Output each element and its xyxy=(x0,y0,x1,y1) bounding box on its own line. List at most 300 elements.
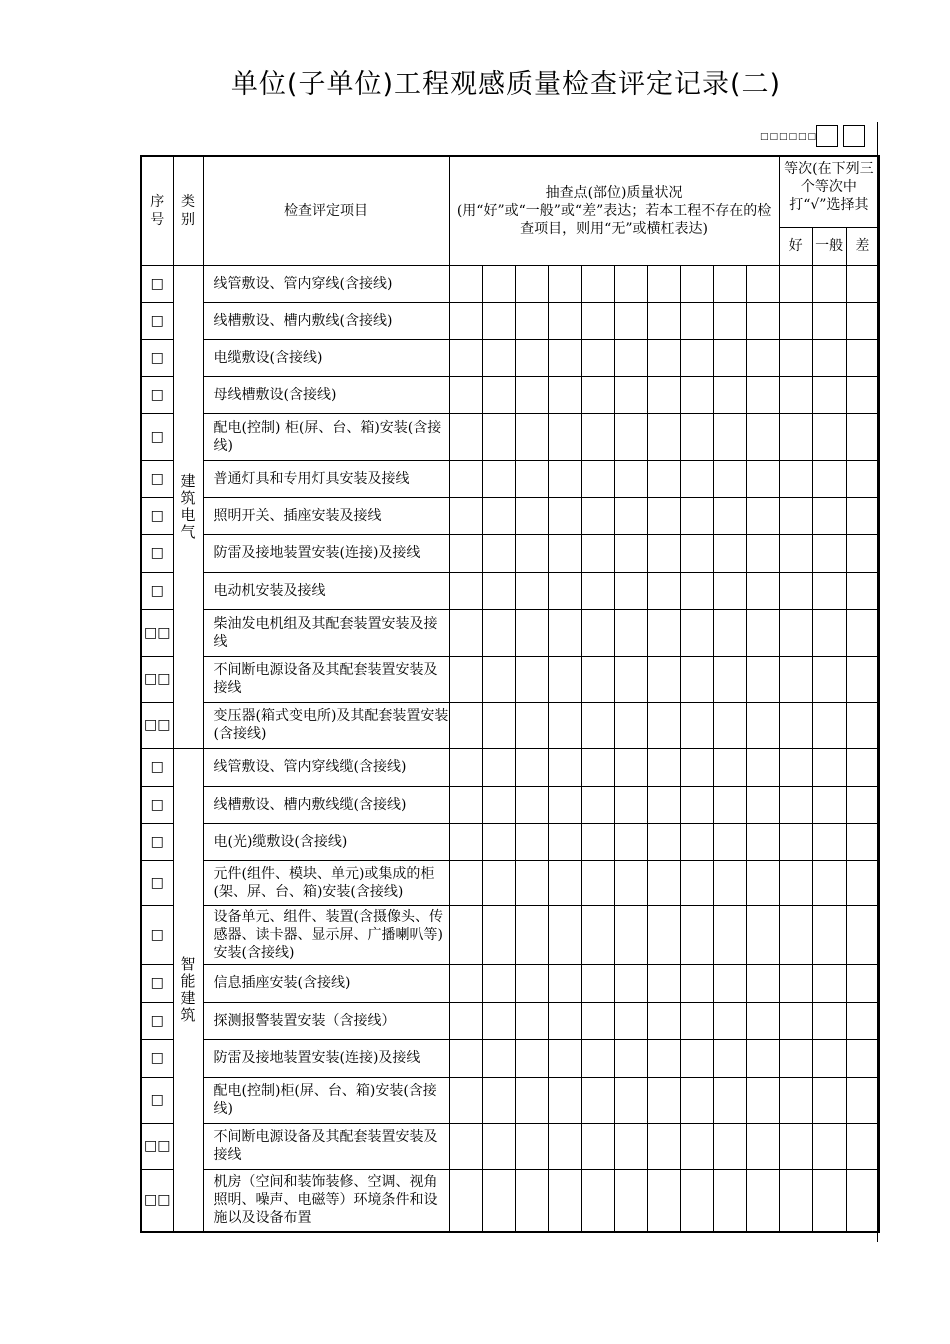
check-point-cell[interactable] xyxy=(614,265,647,302)
check-point-cell[interactable] xyxy=(647,860,680,905)
grade-normal-cell[interactable] xyxy=(812,656,846,702)
check-point-cell[interactable] xyxy=(482,302,515,339)
check-point-cell[interactable] xyxy=(482,1123,515,1169)
check-point-cell[interactable] xyxy=(713,413,746,460)
check-point-cell[interactable] xyxy=(515,609,548,656)
check-point-cell[interactable] xyxy=(482,823,515,860)
check-point-cell[interactable] xyxy=(713,460,746,497)
grade-bad-cell[interactable] xyxy=(846,905,879,964)
grade-good-cell[interactable] xyxy=(779,860,812,905)
check-point-cell[interactable] xyxy=(746,656,779,702)
check-point-cell[interactable] xyxy=(482,860,515,905)
check-point-cell[interactable] xyxy=(713,534,746,572)
check-point-cell[interactable] xyxy=(482,1002,515,1039)
grade-bad-cell[interactable] xyxy=(846,376,879,413)
check-point-cell[interactable] xyxy=(482,572,515,609)
check-point-cell[interactable] xyxy=(647,413,680,460)
check-point-cell[interactable] xyxy=(614,823,647,860)
check-point-cell[interactable] xyxy=(515,1123,548,1169)
check-point-cell[interactable] xyxy=(680,702,713,748)
check-point-cell[interactable] xyxy=(548,1169,581,1232)
grade-good-cell[interactable] xyxy=(779,497,812,534)
check-point-cell[interactable] xyxy=(581,339,614,376)
grade-good-cell[interactable] xyxy=(779,609,812,656)
check-point-cell[interactable] xyxy=(713,1039,746,1077)
check-point-cell[interactable] xyxy=(515,413,548,460)
check-point-cell[interactable] xyxy=(515,905,548,964)
grade-normal-cell[interactable] xyxy=(812,534,846,572)
check-point-cell[interactable] xyxy=(746,905,779,964)
grade-bad-cell[interactable] xyxy=(846,572,879,609)
check-point-cell[interactable] xyxy=(680,964,713,1002)
check-point-cell[interactable] xyxy=(548,786,581,823)
check-point-cell[interactable] xyxy=(614,460,647,497)
check-point-cell[interactable] xyxy=(614,1123,647,1169)
check-point-cell[interactable] xyxy=(614,786,647,823)
check-point-cell[interactable] xyxy=(548,460,581,497)
check-point-cell[interactable] xyxy=(614,860,647,905)
check-point-cell[interactable] xyxy=(680,656,713,702)
check-point-cell[interactable] xyxy=(647,1169,680,1232)
check-point-cell[interactable] xyxy=(713,656,746,702)
check-point-cell[interactable] xyxy=(713,265,746,302)
grade-normal-cell[interactable] xyxy=(812,609,846,656)
check-point-cell[interactable] xyxy=(482,609,515,656)
check-point-cell[interactable] xyxy=(614,1077,647,1123)
check-point-cell[interactable] xyxy=(647,786,680,823)
check-point-cell[interactable] xyxy=(515,964,548,1002)
check-point-cell[interactable] xyxy=(581,376,614,413)
grade-good-cell[interactable] xyxy=(779,964,812,1002)
check-point-cell[interactable] xyxy=(581,823,614,860)
grade-good-cell[interactable] xyxy=(779,1002,812,1039)
grade-bad-cell[interactable] xyxy=(846,1169,879,1232)
check-point-cell[interactable] xyxy=(449,823,482,860)
check-point-cell[interactable] xyxy=(581,748,614,786)
grade-bad-cell[interactable] xyxy=(846,460,879,497)
check-point-cell[interactable] xyxy=(713,823,746,860)
grade-good-cell[interactable] xyxy=(779,376,812,413)
check-point-cell[interactable] xyxy=(746,964,779,1002)
check-point-cell[interactable] xyxy=(482,534,515,572)
check-point-cell[interactable] xyxy=(713,1169,746,1232)
check-point-cell[interactable] xyxy=(680,265,713,302)
check-point-cell[interactable] xyxy=(680,609,713,656)
grade-normal-cell[interactable] xyxy=(812,339,846,376)
grade-good-cell[interactable] xyxy=(779,748,812,786)
check-point-cell[interactable] xyxy=(482,497,515,534)
grade-normal-cell[interactable] xyxy=(812,1123,846,1169)
check-point-cell[interactable] xyxy=(713,572,746,609)
check-point-cell[interactable] xyxy=(515,497,548,534)
check-point-cell[interactable] xyxy=(713,1077,746,1123)
check-point-cell[interactable] xyxy=(614,1169,647,1232)
check-point-cell[interactable] xyxy=(680,376,713,413)
check-point-cell[interactable] xyxy=(647,460,680,497)
check-point-cell[interactable] xyxy=(680,339,713,376)
check-point-cell[interactable] xyxy=(449,497,482,534)
grade-normal-cell[interactable] xyxy=(812,376,846,413)
grade-normal-cell[interactable] xyxy=(812,1039,846,1077)
check-point-cell[interactable] xyxy=(581,265,614,302)
check-point-cell[interactable] xyxy=(680,1169,713,1232)
check-point-cell[interactable] xyxy=(581,1169,614,1232)
check-point-cell[interactable] xyxy=(515,534,548,572)
check-point-cell[interactable] xyxy=(515,460,548,497)
check-point-cell[interactable] xyxy=(515,823,548,860)
grade-bad-cell[interactable] xyxy=(846,609,879,656)
check-point-cell[interactable] xyxy=(680,302,713,339)
check-point-cell[interactable] xyxy=(614,656,647,702)
check-point-cell[interactable] xyxy=(647,609,680,656)
grade-normal-cell[interactable] xyxy=(812,572,846,609)
check-point-cell[interactable] xyxy=(680,413,713,460)
check-point-cell[interactable] xyxy=(515,860,548,905)
check-point-cell[interactable] xyxy=(482,656,515,702)
check-point-cell[interactable] xyxy=(713,302,746,339)
grade-bad-cell[interactable] xyxy=(846,702,879,748)
check-point-cell[interactable] xyxy=(482,1169,515,1232)
check-point-cell[interactable] xyxy=(482,748,515,786)
check-point-cell[interactable] xyxy=(647,1002,680,1039)
check-point-cell[interactable] xyxy=(548,413,581,460)
check-point-cell[interactable] xyxy=(449,534,482,572)
check-point-cell[interactable] xyxy=(713,964,746,1002)
check-point-cell[interactable] xyxy=(548,1002,581,1039)
check-point-cell[interactable] xyxy=(482,376,515,413)
check-point-cell[interactable] xyxy=(548,302,581,339)
check-point-cell[interactable] xyxy=(614,1039,647,1077)
check-point-cell[interactable] xyxy=(449,460,482,497)
grade-bad-cell[interactable] xyxy=(846,534,879,572)
grade-bad-cell[interactable] xyxy=(846,1002,879,1039)
grade-normal-cell[interactable] xyxy=(812,1077,846,1123)
check-point-cell[interactable] xyxy=(515,572,548,609)
check-point-cell[interactable] xyxy=(449,905,482,964)
check-point-cell[interactable] xyxy=(680,534,713,572)
grade-bad-cell[interactable] xyxy=(846,413,879,460)
check-point-cell[interactable] xyxy=(746,702,779,748)
grade-good-cell[interactable] xyxy=(779,572,812,609)
check-point-cell[interactable] xyxy=(746,339,779,376)
check-point-cell[interactable] xyxy=(713,609,746,656)
grade-normal-cell[interactable] xyxy=(812,702,846,748)
check-point-cell[interactable] xyxy=(746,376,779,413)
check-point-cell[interactable] xyxy=(746,609,779,656)
check-point-cell[interactable] xyxy=(515,786,548,823)
grade-normal-cell[interactable] xyxy=(812,823,846,860)
grade-good-cell[interactable] xyxy=(779,302,812,339)
check-point-cell[interactable] xyxy=(713,702,746,748)
check-point-cell[interactable] xyxy=(647,823,680,860)
check-point-cell[interactable] xyxy=(581,534,614,572)
grade-normal-cell[interactable] xyxy=(812,413,846,460)
grade-bad-cell[interactable] xyxy=(846,656,879,702)
check-point-cell[interactable] xyxy=(647,702,680,748)
check-point-cell[interactable] xyxy=(647,748,680,786)
check-point-cell[interactable] xyxy=(713,748,746,786)
check-point-cell[interactable] xyxy=(713,1002,746,1039)
grade-normal-cell[interactable] xyxy=(812,460,846,497)
check-point-cell[interactable] xyxy=(746,497,779,534)
grade-normal-cell[interactable] xyxy=(812,964,846,1002)
grade-good-cell[interactable] xyxy=(779,413,812,460)
grade-bad-cell[interactable] xyxy=(846,860,879,905)
grade-bad-cell[interactable] xyxy=(846,1077,879,1123)
check-point-cell[interactable] xyxy=(746,534,779,572)
check-point-cell[interactable] xyxy=(515,1169,548,1232)
check-point-cell[interactable] xyxy=(548,497,581,534)
check-point-cell[interactable] xyxy=(680,860,713,905)
grade-bad-cell[interactable] xyxy=(846,823,879,860)
check-point-cell[interactable] xyxy=(482,905,515,964)
grade-good-cell[interactable] xyxy=(779,656,812,702)
check-point-cell[interactable] xyxy=(548,860,581,905)
grade-normal-cell[interactable] xyxy=(812,265,846,302)
check-point-cell[interactable] xyxy=(614,376,647,413)
check-point-cell[interactable] xyxy=(713,905,746,964)
check-point-cell[interactable] xyxy=(449,1039,482,1077)
check-point-cell[interactable] xyxy=(482,1077,515,1123)
grade-normal-cell[interactable] xyxy=(812,786,846,823)
check-point-cell[interactable] xyxy=(746,823,779,860)
grade-good-cell[interactable] xyxy=(779,534,812,572)
grade-good-cell[interactable] xyxy=(779,339,812,376)
grade-good-cell[interactable] xyxy=(779,265,812,302)
check-point-cell[interactable] xyxy=(581,702,614,748)
check-point-cell[interactable] xyxy=(614,964,647,1002)
check-point-cell[interactable] xyxy=(548,265,581,302)
check-point-cell[interactable] xyxy=(746,1123,779,1169)
check-point-cell[interactable] xyxy=(614,302,647,339)
check-point-cell[interactable] xyxy=(449,376,482,413)
check-point-cell[interactable] xyxy=(746,302,779,339)
check-point-cell[interactable] xyxy=(581,1039,614,1077)
check-point-cell[interactable] xyxy=(680,1002,713,1039)
check-point-cell[interactable] xyxy=(647,1123,680,1169)
grade-bad-cell[interactable] xyxy=(846,964,879,1002)
check-point-cell[interactable] xyxy=(614,572,647,609)
grade-bad-cell[interactable] xyxy=(846,339,879,376)
check-point-cell[interactable] xyxy=(515,339,548,376)
check-point-cell[interactable] xyxy=(482,413,515,460)
check-point-cell[interactable] xyxy=(680,572,713,609)
check-point-cell[interactable] xyxy=(614,534,647,572)
check-point-cell[interactable] xyxy=(680,1077,713,1123)
check-point-cell[interactable] xyxy=(581,656,614,702)
grade-good-cell[interactable] xyxy=(779,905,812,964)
check-point-cell[interactable] xyxy=(548,823,581,860)
check-point-cell[interactable] xyxy=(449,572,482,609)
check-point-cell[interactable] xyxy=(614,1002,647,1039)
check-point-cell[interactable] xyxy=(449,786,482,823)
check-point-cell[interactable] xyxy=(713,1123,746,1169)
grade-good-cell[interactable] xyxy=(779,1123,812,1169)
check-point-cell[interactable] xyxy=(713,786,746,823)
check-point-cell[interactable] xyxy=(581,460,614,497)
check-point-cell[interactable] xyxy=(449,339,482,376)
check-point-cell[interactable] xyxy=(548,572,581,609)
check-point-cell[interactable] xyxy=(482,702,515,748)
grade-bad-cell[interactable] xyxy=(846,265,879,302)
grade-bad-cell[interactable] xyxy=(846,302,879,339)
check-point-cell[interactable] xyxy=(581,964,614,1002)
check-point-cell[interactable] xyxy=(746,1169,779,1232)
form-code-box-1[interactable] xyxy=(816,125,838,147)
check-point-cell[interactable] xyxy=(581,572,614,609)
check-point-cell[interactable] xyxy=(548,339,581,376)
check-point-cell[interactable] xyxy=(680,905,713,964)
check-point-cell[interactable] xyxy=(647,302,680,339)
check-point-cell[interactable] xyxy=(449,656,482,702)
grade-good-cell[interactable] xyxy=(779,1039,812,1077)
check-point-cell[interactable] xyxy=(548,905,581,964)
check-point-cell[interactable] xyxy=(449,702,482,748)
grade-bad-cell[interactable] xyxy=(846,1039,879,1077)
grade-bad-cell[interactable] xyxy=(846,1123,879,1169)
check-point-cell[interactable] xyxy=(647,656,680,702)
check-point-cell[interactable] xyxy=(647,265,680,302)
check-point-cell[interactable] xyxy=(581,413,614,460)
check-point-cell[interactable] xyxy=(548,748,581,786)
check-point-cell[interactable] xyxy=(548,376,581,413)
check-point-cell[interactable] xyxy=(482,265,515,302)
check-point-cell[interactable] xyxy=(713,860,746,905)
check-point-cell[interactable] xyxy=(581,860,614,905)
check-point-cell[interactable] xyxy=(746,413,779,460)
check-point-cell[interactable] xyxy=(581,1077,614,1123)
check-point-cell[interactable] xyxy=(614,905,647,964)
check-point-cell[interactable] xyxy=(449,748,482,786)
check-point-cell[interactable] xyxy=(449,609,482,656)
check-point-cell[interactable] xyxy=(548,656,581,702)
check-point-cell[interactable] xyxy=(746,748,779,786)
check-point-cell[interactable] xyxy=(647,376,680,413)
check-point-cell[interactable] xyxy=(614,702,647,748)
check-point-cell[interactable] xyxy=(581,1002,614,1039)
check-point-cell[interactable] xyxy=(614,339,647,376)
grade-good-cell[interactable] xyxy=(779,460,812,497)
grade-good-cell[interactable] xyxy=(779,702,812,748)
check-point-cell[interactable] xyxy=(515,1002,548,1039)
check-point-cell[interactable] xyxy=(449,964,482,1002)
check-point-cell[interactable] xyxy=(614,497,647,534)
check-point-cell[interactable] xyxy=(647,339,680,376)
check-point-cell[interactable] xyxy=(746,1077,779,1123)
check-point-cell[interactable] xyxy=(680,460,713,497)
check-point-cell[interactable] xyxy=(482,339,515,376)
check-point-cell[interactable] xyxy=(647,1077,680,1123)
check-point-cell[interactable] xyxy=(647,572,680,609)
check-point-cell[interactable] xyxy=(449,1123,482,1169)
check-point-cell[interactable] xyxy=(713,497,746,534)
check-point-cell[interactable] xyxy=(647,534,680,572)
check-point-cell[interactable] xyxy=(548,964,581,1002)
check-point-cell[interactable] xyxy=(548,702,581,748)
grade-normal-cell[interactable] xyxy=(812,302,846,339)
grade-normal-cell[interactable] xyxy=(812,748,846,786)
check-point-cell[interactable] xyxy=(581,497,614,534)
grade-normal-cell[interactable] xyxy=(812,497,846,534)
check-point-cell[interactable] xyxy=(515,302,548,339)
grade-good-cell[interactable] xyxy=(779,1077,812,1123)
check-point-cell[interactable] xyxy=(581,905,614,964)
check-point-cell[interactable] xyxy=(515,1039,548,1077)
check-point-cell[interactable] xyxy=(449,265,482,302)
check-point-cell[interactable] xyxy=(548,609,581,656)
check-point-cell[interactable] xyxy=(548,1039,581,1077)
check-point-cell[interactable] xyxy=(449,1077,482,1123)
grade-bad-cell[interactable] xyxy=(846,748,879,786)
grade-normal-cell[interactable] xyxy=(812,860,846,905)
check-point-cell[interactable] xyxy=(515,265,548,302)
check-point-cell[interactable] xyxy=(746,1002,779,1039)
check-point-cell[interactable] xyxy=(515,656,548,702)
check-point-cell[interactable] xyxy=(647,964,680,1002)
grade-normal-cell[interactable] xyxy=(812,905,846,964)
check-point-cell[interactable] xyxy=(449,1169,482,1232)
check-point-cell[interactable] xyxy=(614,609,647,656)
check-point-cell[interactable] xyxy=(548,534,581,572)
check-point-cell[interactable] xyxy=(647,497,680,534)
check-point-cell[interactable] xyxy=(515,1077,548,1123)
check-point-cell[interactable] xyxy=(713,376,746,413)
check-point-cell[interactable] xyxy=(581,302,614,339)
check-point-cell[interactable] xyxy=(515,702,548,748)
check-point-cell[interactable] xyxy=(482,964,515,1002)
check-point-cell[interactable] xyxy=(581,1123,614,1169)
check-point-cell[interactable] xyxy=(746,572,779,609)
check-point-cell[interactable] xyxy=(449,413,482,460)
check-point-cell[interactable] xyxy=(482,460,515,497)
check-point-cell[interactable] xyxy=(680,748,713,786)
check-point-cell[interactable] xyxy=(680,1123,713,1169)
check-point-cell[interactable] xyxy=(548,1077,581,1123)
check-point-cell[interactable] xyxy=(746,1039,779,1077)
check-point-cell[interactable] xyxy=(746,460,779,497)
check-point-cell[interactable] xyxy=(581,786,614,823)
check-point-cell[interactable] xyxy=(482,786,515,823)
grade-normal-cell[interactable] xyxy=(812,1169,846,1232)
check-point-cell[interactable] xyxy=(449,860,482,905)
grade-good-cell[interactable] xyxy=(779,823,812,860)
check-point-cell[interactable] xyxy=(713,339,746,376)
grade-good-cell[interactable] xyxy=(779,786,812,823)
check-point-cell[interactable] xyxy=(614,748,647,786)
grade-normal-cell[interactable] xyxy=(812,1002,846,1039)
check-point-cell[interactable] xyxy=(647,1039,680,1077)
check-point-cell[interactable] xyxy=(614,413,647,460)
check-point-cell[interactable] xyxy=(680,1039,713,1077)
grade-bad-cell[interactable] xyxy=(846,786,879,823)
check-point-cell[interactable] xyxy=(680,497,713,534)
check-point-cell[interactable] xyxy=(449,1002,482,1039)
check-point-cell[interactable] xyxy=(449,302,482,339)
check-point-cell[interactable] xyxy=(680,823,713,860)
check-point-cell[interactable] xyxy=(746,786,779,823)
check-point-cell[interactable] xyxy=(746,265,779,302)
grade-good-cell[interactable] xyxy=(779,1169,812,1232)
check-point-cell[interactable] xyxy=(746,860,779,905)
check-point-cell[interactable] xyxy=(680,786,713,823)
check-point-cell[interactable] xyxy=(515,748,548,786)
check-point-cell[interactable] xyxy=(647,905,680,964)
check-point-cell[interactable] xyxy=(581,609,614,656)
check-point-cell[interactable] xyxy=(515,376,548,413)
check-point-cell[interactable] xyxy=(548,1123,581,1169)
grade-bad-cell[interactable] xyxy=(846,497,879,534)
form-code-box-2[interactable] xyxy=(843,125,865,147)
